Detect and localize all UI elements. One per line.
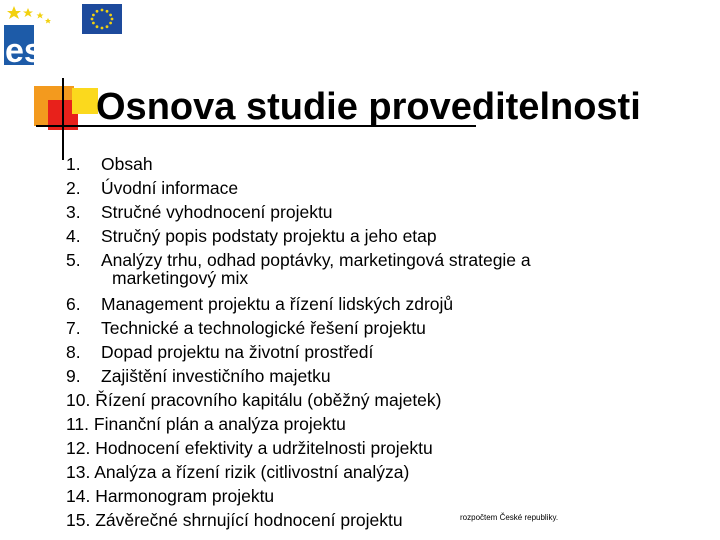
footer-note-text: rozpočtem České republiky. xyxy=(460,513,559,522)
item-text: Dopad projektu na životní prostředí xyxy=(101,342,374,362)
item-text: Řízení pracovního kapitálu (oběžný majetek) xyxy=(95,390,442,410)
item-number: 15. xyxy=(66,510,91,530)
list-item xyxy=(66,340,686,364)
item-number: 7. xyxy=(66,318,81,338)
item-number: 5. xyxy=(66,250,81,270)
item-text: Harmonogram projektu xyxy=(95,486,275,506)
item-number: 13. xyxy=(66,462,91,482)
list-item xyxy=(66,316,686,340)
item-number: 2. xyxy=(66,178,81,198)
list-item xyxy=(66,460,686,484)
decor-vertical-line xyxy=(62,78,64,160)
list-item xyxy=(66,224,686,248)
item-number: 6. xyxy=(66,294,81,314)
item-number: 8. xyxy=(66,342,81,362)
list-item xyxy=(66,364,686,388)
item-text: Analýzy trhu, odhad poptávky, marketingová strategie a xyxy=(101,250,531,270)
item-text: Technické a technologické řešení projektu xyxy=(101,318,426,338)
item-text: Úvodní informace xyxy=(101,178,239,198)
decor-yellow-square xyxy=(72,88,98,114)
list-item xyxy=(66,436,686,460)
item-number: 10. xyxy=(66,390,91,410)
item-text: Zajištění investičního majetku xyxy=(101,366,331,386)
item-text: Obsah xyxy=(101,154,153,174)
item-text: Stručný popis podstaty projektu a jeho etap xyxy=(101,226,437,246)
list-item xyxy=(66,388,686,412)
list-item xyxy=(66,248,686,286)
item-text: Závěrečné shrnující hodnocení projektu xyxy=(95,510,403,530)
item-number: 4. xyxy=(66,226,81,246)
esf-logo xyxy=(4,4,82,68)
item-text: Analýza a řízení rizik (citlivostní analýza) xyxy=(94,462,410,482)
item-number: 3. xyxy=(66,202,81,222)
list-item xyxy=(66,412,686,436)
list-item xyxy=(66,152,686,176)
item-number: 1. xyxy=(66,154,81,174)
item-text: Hodnocení efektivity a udržitelnosti projektu xyxy=(95,438,433,458)
item-text: Finanční plán a analýza projektu xyxy=(93,414,346,434)
esf-logo-text: esf xyxy=(5,32,55,68)
item-text: Stručné vyhodnocení projektu xyxy=(101,202,333,222)
list-item xyxy=(66,484,686,508)
slide-title: Osnova studie proveditelnosti xyxy=(96,86,641,128)
item-number: 11. xyxy=(66,414,90,434)
item-number: 14. xyxy=(66,486,91,506)
item-text: Management projektu a řízení lidských zdrojů xyxy=(101,294,454,314)
list-item xyxy=(66,200,686,224)
item-number: 12. xyxy=(66,438,91,458)
footer-note xyxy=(130,512,558,524)
list-item xyxy=(66,292,686,316)
eu-flag-icon xyxy=(82,4,122,34)
item-number: 9. xyxy=(66,366,81,386)
outline-list xyxy=(66,152,686,532)
item-text-continuation: marketingový mix xyxy=(112,268,249,288)
list-item xyxy=(66,176,686,200)
